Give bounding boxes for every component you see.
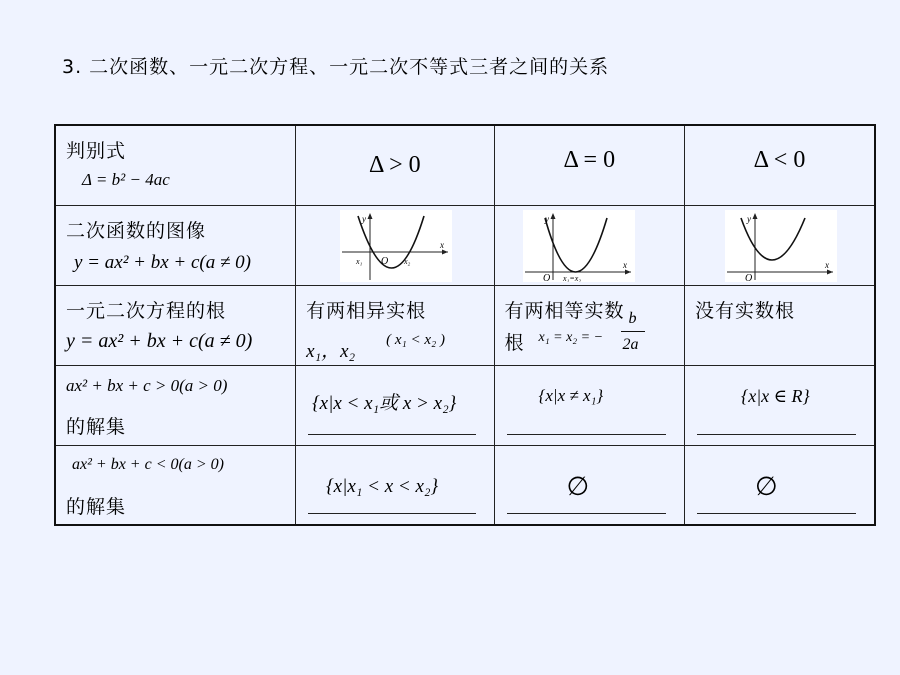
row-graph [55, 205, 875, 285]
parabola-curve [358, 213, 424, 268]
y-label: y [362, 213, 367, 224]
fraction-bar [621, 331, 645, 332]
disc-label: 判别式 [66, 140, 127, 162]
cell-roots-zero [494, 285, 684, 365]
relationship-table [54, 124, 876, 526]
answer-underline [507, 434, 666, 435]
origin-label: O [542, 272, 550, 282]
cell-graph-zero [494, 205, 684, 285]
origin-label: O [745, 272, 753, 282]
disc-formula: Δ = b² − 4ac [82, 170, 170, 189]
roots-zero-denominator: 2a [622, 335, 639, 353]
cell-graph-neg [685, 205, 876, 285]
y-label: y [544, 213, 549, 224]
cell-gt-zero [494, 365, 684, 445]
lt-pos-set: {x|x₁ < x < x₂} [326, 475, 439, 497]
roots-zero-numerator: b [628, 309, 637, 327]
x2-label: x₂ [404, 256, 411, 266]
cell-roots-label [55, 285, 296, 365]
disc-zero: Δ = 0 [563, 146, 616, 173]
graph-formula: y = ax² + bx + c(a ≠ 0) [74, 251, 251, 273]
cell-graph-pos [296, 205, 494, 285]
row-roots [55, 285, 875, 365]
gt-neg-set: {x|x ∈ R} [741, 385, 810, 406]
x-label: x [825, 259, 829, 270]
row-discriminant [55, 125, 875, 205]
parabola-two-roots-graph [340, 210, 452, 282]
answer-underline [697, 513, 856, 514]
answer-underline [507, 513, 666, 514]
disc-pos: Δ > 0 [368, 151, 421, 178]
cell-lt-pos [296, 445, 494, 525]
x1-label: x₁ [356, 256, 363, 266]
cell-disc-label [55, 125, 296, 205]
cell-disc-zero [494, 125, 684, 205]
empty-set-symbol: ∅ [755, 471, 778, 502]
cell-roots-pos [296, 285, 494, 365]
roots-zero-math: x₁ = x₂ = − [538, 329, 604, 345]
graph-label: 二次函数的图像 [66, 219, 207, 242]
cell-lt-label [55, 445, 296, 525]
x-label: x [622, 259, 627, 270]
answer-underline [697, 434, 856, 435]
roots-zero-text-2: 根 [504, 331, 525, 354]
x-label: x [440, 239, 445, 250]
lt-label: 的解集 [66, 495, 127, 518]
lt-formula: ax² + bx + c < 0(a > 0) [72, 455, 224, 473]
gt-zero-set: {x|x ≠ x₁} [538, 385, 604, 405]
disc-neg: Δ < 0 [753, 146, 806, 173]
answer-underline [308, 513, 475, 514]
gt-label: 的解集 [66, 415, 127, 438]
x1-eq-x2-label: x₁=x₂ [562, 273, 581, 282]
page-title: 3. 二次函数、一元二次方程、一元二次不等式三者之间的关系 [62, 56, 610, 78]
empty-set-symbol: ∅ [566, 471, 590, 502]
roots-neg-text: 没有实数根 [695, 299, 796, 322]
cell-gt-label [55, 365, 296, 445]
cell-disc-pos [296, 125, 494, 205]
cell-lt-zero [494, 445, 684, 525]
roots-formula: y = ax² + bx + c(a ≠ 0) [66, 329, 253, 352]
roots-pos-text: 有两相异实根 [306, 299, 427, 322]
y-label: y [747, 213, 751, 224]
roots-zero-text: 有两相等实数 [504, 299, 625, 322]
roots-pos-condition: ( x₁ < x₂ ) [386, 331, 445, 348]
parabola-double-root-graph [523, 210, 635, 282]
cell-graph-label [55, 205, 296, 285]
row-greater-than [55, 365, 875, 445]
cell-gt-pos [296, 365, 494, 445]
answer-underline [308, 434, 475, 435]
parabola-no-roots-graph [725, 210, 837, 282]
cell-disc-neg [685, 125, 876, 205]
parabola-curve [545, 218, 607, 272]
gt-pos-set: {x|x < x₁或 x > x₂} [312, 392, 457, 414]
origin-label: O [381, 255, 389, 267]
row-less-than [55, 445, 875, 525]
cell-gt-neg [685, 365, 876, 445]
roots-label: 一元二次方程的根 [66, 299, 227, 322]
cell-roots-neg [685, 285, 876, 365]
parabola-curve [741, 218, 805, 260]
cell-lt-neg [685, 445, 876, 525]
gt-formula: ax² + bx + c > 0(a > 0) [66, 375, 228, 395]
roots-pos-math: x₁，x₂ [306, 340, 356, 362]
